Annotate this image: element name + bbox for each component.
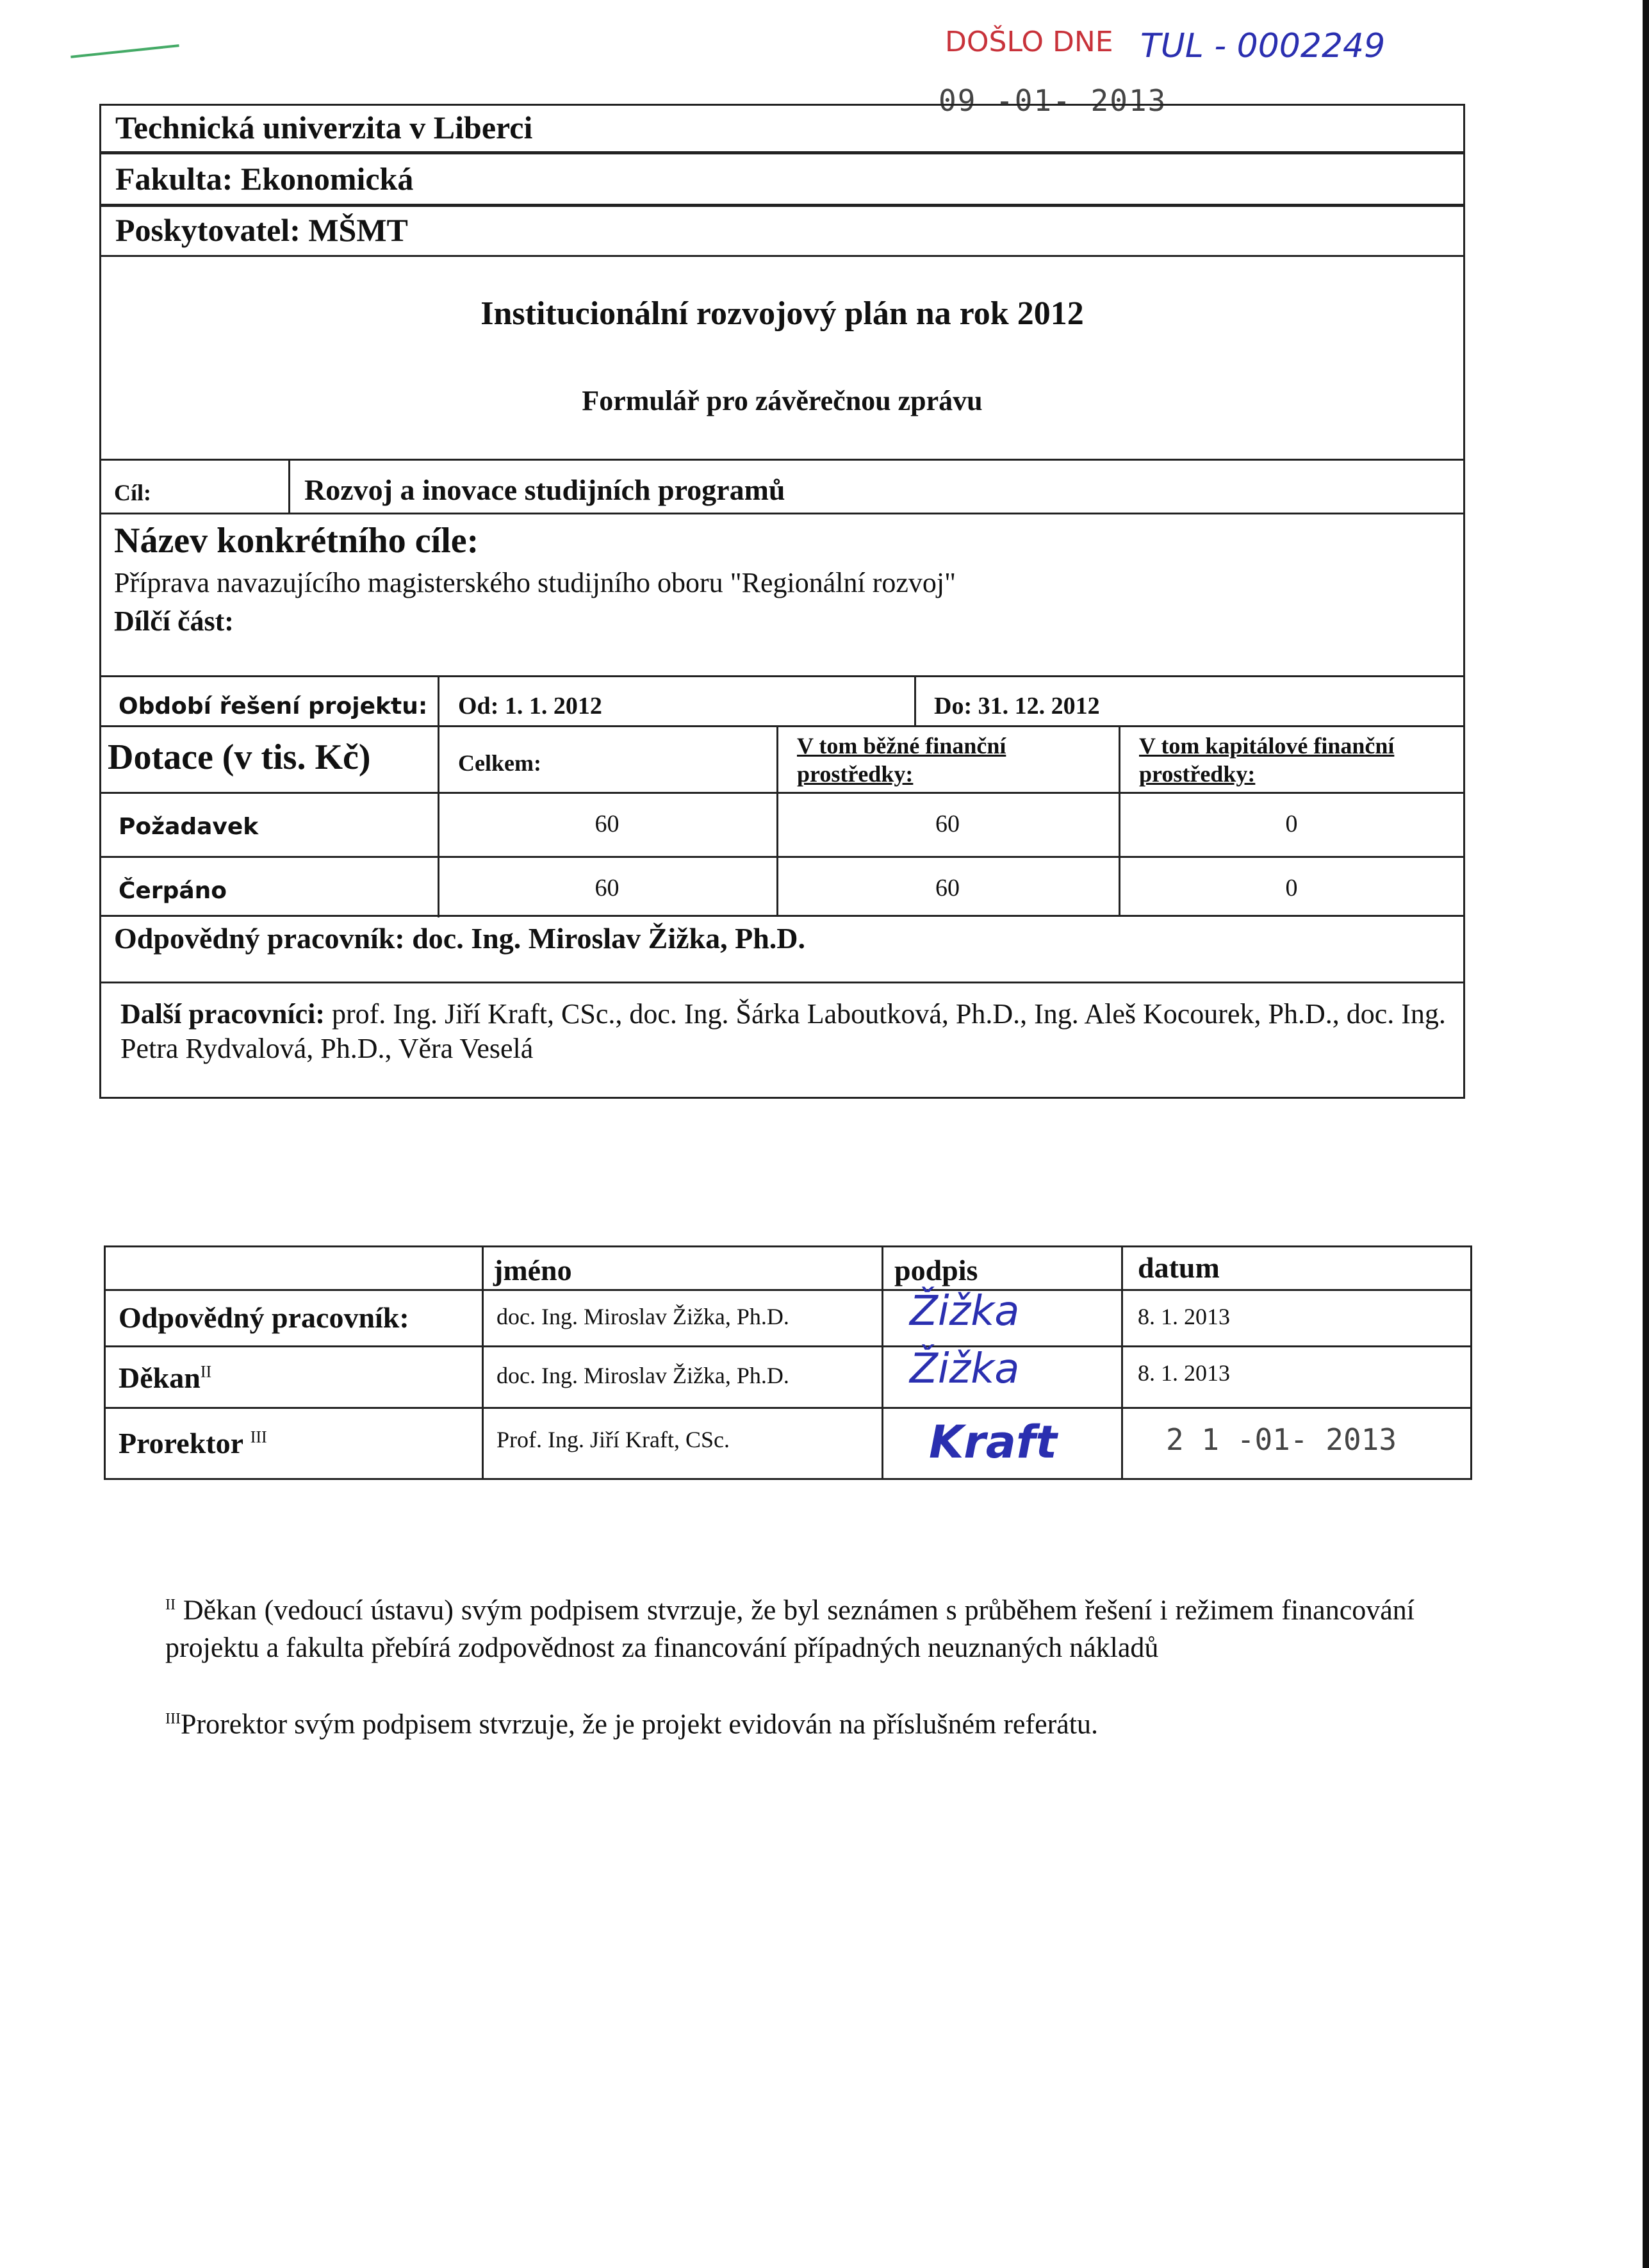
period-from: Od: 1. 1. 2012 xyxy=(458,693,602,719)
funding-row-current: 60 xyxy=(935,810,960,837)
other-staff xyxy=(120,997,1453,1066)
pen-mark xyxy=(70,44,179,58)
divider xyxy=(438,675,439,794)
divider xyxy=(99,513,1465,514)
signature-date: 8. 1. 2013 xyxy=(1138,1360,1230,1386)
divider xyxy=(914,675,916,727)
other-staff-label: Další pracovníci: xyxy=(120,998,325,1030)
funding-row-total: 60 xyxy=(595,810,619,837)
handwritten-signature: Žižka xyxy=(910,1288,1020,1335)
funding-row-current: 60 xyxy=(935,875,960,901)
goal-value: Rozvoj a inovace studijních programů xyxy=(304,473,785,506)
funding-label: Dotace (v tis. Kč) xyxy=(108,737,371,777)
divider xyxy=(288,459,290,514)
divider xyxy=(104,1407,1472,1409)
signature-name: doc. Ing. Miroslav Žižka, Ph.D. xyxy=(496,1304,789,1329)
divider xyxy=(99,151,1465,154)
divider xyxy=(99,255,1465,257)
period-to: Do: 31. 12. 2012 xyxy=(934,693,1100,719)
received-stamp-date: 09 -01- 2013 xyxy=(939,83,1167,118)
footnote-vice-rector: $^{III}$Prorektor svým podpisem stvrzuje, že je projekt evidován na příslušném referátu. xyxy=(165,1708,1099,1740)
col-sign-header: podpis xyxy=(894,1254,978,1286)
divider xyxy=(482,1245,484,1480)
divider xyxy=(104,1289,1472,1291)
university-name: Technická univerzita v Liberci xyxy=(115,110,533,145)
signature-role: Odpovědný pracovník: xyxy=(119,1301,409,1334)
period-label: Období řešení projektu: xyxy=(119,693,428,719)
specific-goal-value: Příprava navazujícího magisterského studijního oboru "Regionální rozvoj" xyxy=(114,567,956,598)
funding-row-capital: 0 xyxy=(1285,875,1298,901)
funding-col-current: V tom běžné finanční prostředky: xyxy=(797,733,1006,787)
divider xyxy=(99,204,1465,207)
signature-role: Prorektor $^{III}$ xyxy=(119,1427,267,1459)
form-subtitle: Formulář pro závěrečnou zprávu xyxy=(582,385,983,416)
signature-name: doc. Ing. Miroslav Žižka, Ph.D. xyxy=(496,1363,789,1388)
other-staff-list: prof. Ing. Jiří Kraft, CSc., doc. Ing. Šárka Laboutková, Ph.D., Ing. Aleš Kocourek, Ph.D., doc. Ing. Petra Rydvalová, Ph.D., Věra Veselá xyxy=(120,998,1446,1064)
funding-col-capital: V tom kapitálové finanční prostředky: xyxy=(1139,733,1395,787)
signature-name: Prof. Ing. Jiří Kraft, CSc. xyxy=(496,1427,730,1452)
divider xyxy=(104,1345,1472,1347)
funding-col-total: Celkem: xyxy=(458,750,541,776)
provider-name: Poskytovatel: MŠMT xyxy=(115,212,408,248)
col-name-header: jméno xyxy=(493,1254,572,1286)
divider xyxy=(99,915,1465,917)
funding-row-capital: 0 xyxy=(1285,810,1298,837)
divider xyxy=(99,982,1465,983)
reference-number: TUL - 0002249 xyxy=(1140,27,1386,65)
footnote-dean: $^{II}$ Děkan (vedoucí ústavu) svým podpisem stvrzuje, že byl seznámen s průběhem řešení i režimem financování projektu a fakulta přebírá zodpovědnost za financování případných neuznaných nákladů xyxy=(165,1594,1415,1663)
divider xyxy=(1121,1245,1123,1480)
signature-role: Děkan$^{II}$ xyxy=(119,1361,212,1394)
scan-edge xyxy=(1643,0,1649,2268)
specific-goal-label: Název konkrétního cíle: xyxy=(114,521,479,561)
divider xyxy=(99,725,1465,727)
signature-date: 8. 1. 2013 xyxy=(1138,1304,1230,1329)
divider xyxy=(99,459,1465,461)
divider xyxy=(99,792,1465,794)
funding-row-label: Čerpáno xyxy=(119,878,227,904)
part-label: Dílčí část: xyxy=(114,605,234,637)
divider xyxy=(99,675,1465,677)
col-date-header: datum xyxy=(1138,1251,1220,1284)
goal-label: Cíl: xyxy=(114,480,151,505)
faculty-name: Fakulta: Ekonomická xyxy=(115,161,414,197)
funding-row-label: Požadavek xyxy=(119,814,259,840)
handwritten-signature: Žižka xyxy=(910,1345,1020,1393)
handwritten-signature: Kraft xyxy=(929,1416,1057,1468)
signature-date-stamp: 2 1 -01- 2013 xyxy=(1166,1422,1397,1457)
divider xyxy=(882,1245,883,1480)
responsible-person: Odpovědný pracovník: doc. Ing. Miroslav Žižka, Ph.D. xyxy=(114,922,806,955)
divider xyxy=(99,856,1465,858)
funding-row-total: 60 xyxy=(595,875,619,901)
plan-title: Institucionální rozvojový plán na rok 2012 xyxy=(480,295,1084,332)
received-stamp-label: DOŠLO DNE xyxy=(945,26,1113,58)
